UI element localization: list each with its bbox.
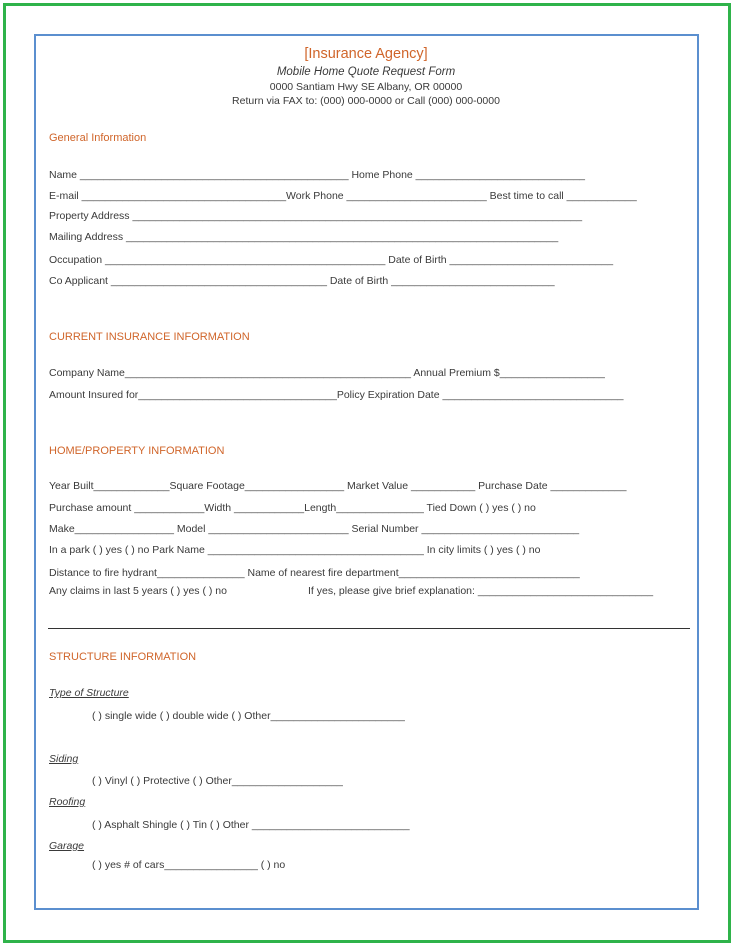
roofing-options[interactable]: ( ) Asphalt Shingle ( ) Tin ( ) Other ___________________________ bbox=[92, 819, 410, 831]
agency-name: [Insurance Agency] bbox=[304, 46, 428, 62]
purchase-amount-field[interactable]: Purchase amount ____________Width ____________Length_______________ Tied Down ( ) yes ( ) no bbox=[49, 502, 536, 514]
garage-label: Garage bbox=[49, 840, 85, 852]
email-field[interactable]: E-mail ___________________________________Work Phone ________________________ Best time to call ____________ bbox=[49, 190, 637, 202]
year-built-field[interactable]: Year Built_____________Square Footage_________________ Market Value ___________ Purchase Date _____________ bbox=[49, 480, 627, 492]
mailing-address-field[interactable]: Mailing Address __________________________________________________________________________ bbox=[49, 231, 559, 243]
claims-explanation-field[interactable]: If yes, please give brief explanation: ______________________________ bbox=[308, 585, 654, 597]
amount-insured-field[interactable]: Amount Insured for__________________________________Policy Expiration Date _______________________________ bbox=[49, 389, 624, 401]
roofing-label: Roofing bbox=[49, 796, 86, 808]
agency-address: 0000 Santiam Hwy SE Albany, OR 00000 bbox=[269, 81, 463, 93]
distance-hydrant-field[interactable]: Distance to fire hydrant_______________ Name of nearest fire department_______________________________ bbox=[49, 567, 580, 579]
siding-label: Siding bbox=[49, 753, 79, 765]
co-applicant-field[interactable]: Co Applicant _____________________________________ Date of Birth ____________________________ bbox=[49, 275, 555, 287]
make-field[interactable]: Make_________________ Model ________________________ Serial Number ___________________________ bbox=[49, 523, 580, 535]
return-info: Return via FAX to: (000) 000-0000 or Call (000) 000-0000 bbox=[232, 95, 500, 107]
general-info-heading: General Information bbox=[49, 132, 147, 144]
claims-field[interactable]: Any claims in last 5 years ( ) yes ( ) no bbox=[49, 585, 227, 597]
current-insurance-heading: CURRENT INSURANCE INFORMATION bbox=[49, 331, 250, 343]
property-address-field[interactable]: Property Address _____________________________________________________________________________ bbox=[49, 210, 583, 222]
company-name-field[interactable]: Company Name_________________________________________________ Annual Premium $__________________ bbox=[49, 367, 605, 379]
type-of-structure-label: Type of Structure bbox=[49, 687, 129, 699]
structure-type-options[interactable]: ( ) single wide ( ) double wide ( ) Other_______________________ bbox=[92, 710, 405, 722]
occupation-field[interactable]: Occupation ________________________________________________ Date of Birth ____________________________ bbox=[49, 254, 614, 266]
park-field[interactable]: In a park ( ) yes ( ) no Park Name _____________________________________ In city limits ( ) yes ( ) no bbox=[49, 544, 541, 556]
form-title: Mobile Home Quote Request Form bbox=[276, 66, 456, 78]
home-property-heading: HOME/PROPERTY INFORMATION bbox=[49, 445, 225, 457]
garage-options[interactable]: ( ) yes # of cars________________ ( ) no bbox=[92, 859, 286, 871]
section-divider bbox=[48, 628, 690, 629]
name-field[interactable]: Name ______________________________________________ Home Phone _____________________________ bbox=[49, 169, 586, 181]
siding-options[interactable]: ( ) Vinyl ( ) Protective ( ) Other___________________ bbox=[92, 775, 343, 787]
structure-heading: STRUCTURE INFORMATION bbox=[49, 651, 197, 663]
